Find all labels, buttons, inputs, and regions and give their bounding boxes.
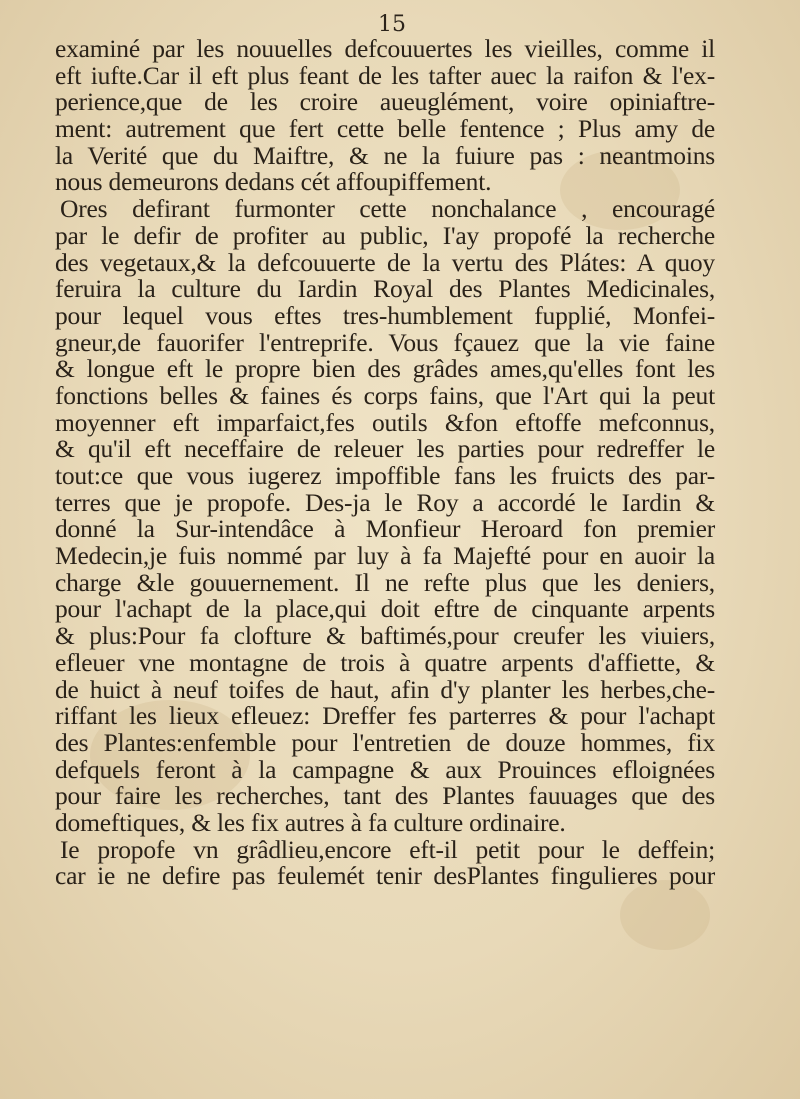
text-line: & qu'il eft neceffaire de releuer les parties pour redreffer le [55,434,715,464]
text-line: Ie propofe vn grâdlieu,encore eft-il petit pour le deffein; [60,834,715,864]
text-line: & longue eft le propre bien des grâdes ames,qu'elles font les [55,354,715,384]
text-line: domeftiques, & les fix autres à fa culture ordinaire. [55,807,566,837]
text-line: nous demeurons dedans cét affoupiffement. [55,167,492,197]
text-line: pour l'achapt de la place,qui doit eftre de cinquante arpents [55,594,715,624]
text-line: pour lequel vous eftes tres-humblement fupplié, Monfei- [55,300,715,330]
text-line: & plus:Pour fa clofture & baftimés,pour creufer les viuiers, [55,621,715,651]
page-number: 15 [378,12,406,37]
text-line: moyenner eft imparfaict,fes outils &fon eftoffe mefconnus, [55,407,715,437]
text-line: ment: autrement que fert cette belle fentence ; Plus amy de [55,114,715,144]
text-line: tout:ce que vous iugerez impoffible fans les fruicts des par- [55,461,715,490]
text-line: efleuer vne montagne de trois à quatre arpents d'affiette, & [55,647,715,677]
text-line: Medecin,je fuis nommé par luy à fa Majefté pour en auoir la [55,541,715,571]
text-line: gneur,de fauorifer l'entreprife. Vous fçauez que la vie faine [55,327,715,357]
text-line: Ores defirant furmonter cette nonchalance , encouragé [60,194,715,224]
text-line: fonctions belles & faines és corps fains, que l'Art qui la peut [55,380,715,410]
text-line: defquels feront à la campagne & aux Prouinces efloignées [55,754,715,784]
text-line: feruira la culture du Iardin Royal des Plantes Medicinales, [55,274,715,304]
text-line: la Verité que du Maiftre, & ne la fuiure pas : neantmoins [55,140,715,170]
text-line: pour faire les recherches, tant des Plantes fauuages que des [55,781,715,811]
text-line: de huict à neuf toifes de haut, afin d'y planter les herbes,che- [55,674,715,704]
body-text [55,36,715,890]
text-line: des vegetaux,& la defcouuerte de la vertu des Plátes: A quoy [55,247,715,277]
text-line: par le defir de profiter au public, I'ay propofé la recherche [55,220,715,250]
text-line: donné la Sur-intendâce à Monfieur Heroard fon premier [55,514,715,544]
text-line: perience,que de les croire aueuglément, voire opiniaftre- [55,87,715,117]
paper-stain [620,880,710,950]
text-line: eft iufte.Car il eft plus feant de les tafter auec la raifon & l'ex- [55,60,715,90]
text-line: riffant les lieux efleuez: Dreffer fes parterres & pour l'achapt [55,701,715,731]
text-line: examiné par les nouuelles defcouuertes les vieilles, comme il [55,34,715,63]
text-line: terres que je propofe. Des-ja le Roy a accordé le Iardin & [55,487,715,517]
text-line: charge &le gouuernement. Il ne refte plus que les deniers, [55,567,715,597]
text-line: car ie ne defire pas feulemét tenir desPlantes fingulieres pour [55,861,715,891]
text-line: des Plantes:enfemble pour l'entretien de douze hommes, fix [55,727,715,757]
